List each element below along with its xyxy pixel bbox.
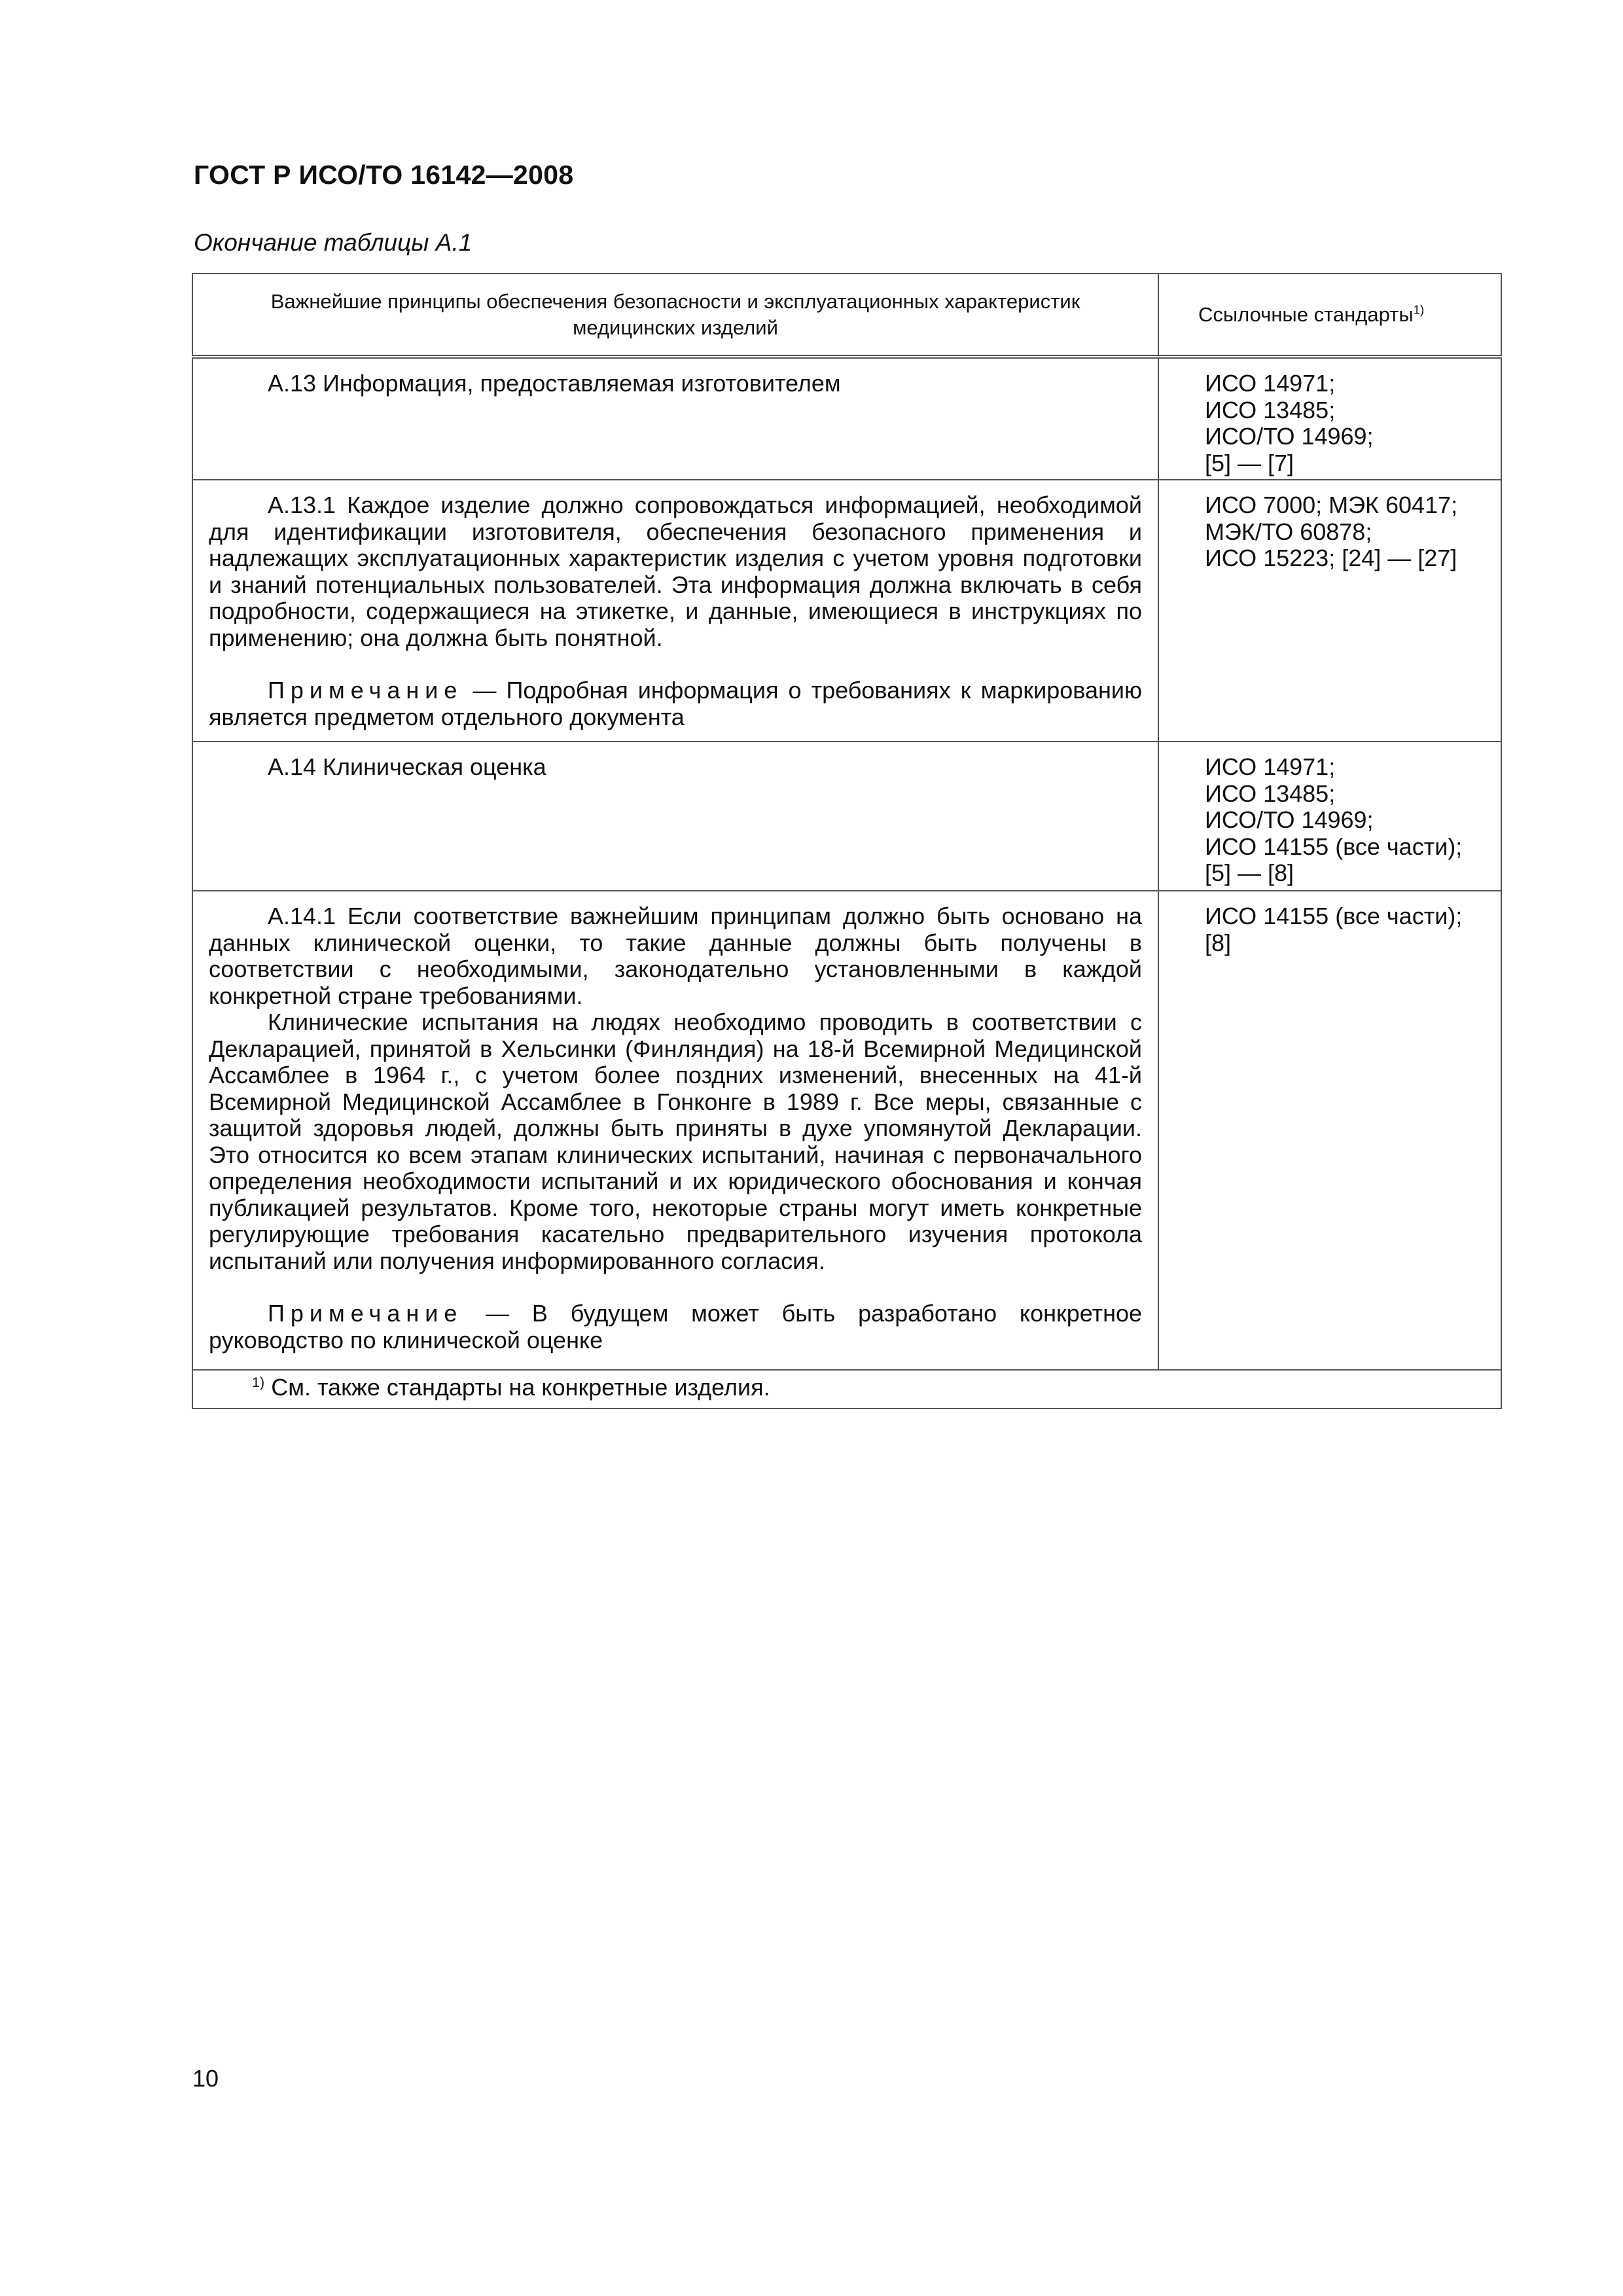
document-code: ГОСТ Р ИСО/ТО 16142—2008 xyxy=(194,160,574,190)
table-row xyxy=(192,891,1501,1370)
reference-line: ИСО 14155 (все части); xyxy=(1205,903,1463,929)
principle-cell xyxy=(192,480,1158,742)
note xyxy=(209,1300,1142,1354)
reference-line: ИСО 15223; [24] — [27] xyxy=(1205,545,1457,571)
reference-line: [5] — [8] xyxy=(1205,859,1294,886)
footnote-marker: 1) xyxy=(252,1374,265,1390)
reference-line: [5] — [7] xyxy=(1205,449,1294,476)
principle-cell xyxy=(192,742,1158,891)
reference-line: ИСО 13485; xyxy=(1205,780,1336,807)
principle-cell xyxy=(192,357,1158,480)
table-caption: Окончание таблицы А.1 xyxy=(194,229,473,256)
references-cell xyxy=(1158,480,1501,742)
reference-standards-column-header xyxy=(1158,274,1501,357)
references-cell xyxy=(1158,357,1501,480)
paragraph: А.14.1 Если соответствие важнейшим принципам должно быть основано на данных клинической оценки, то такие данные должны быть получены в соответствии с необходимыми, законодательно установленными в каждой конкретной стране требованиями. xyxy=(209,903,1142,1009)
reference-line: ИСО/ТО 14969; xyxy=(1205,806,1374,833)
references-cell xyxy=(1158,742,1501,891)
note-label: Примечание xyxy=(268,677,463,704)
paragraph: Клинические испытания на людях необходимо проводить в соответствии с Декларацией, принятой в Хельсинки (Финляндия) на 18-й Всемирной Медицинской Ассамблее в 1964 г., с учетом более поздних изменений, внесенных на 41-й Всемирной Медицинской Ассамблее в Гонконге в 1989 г. Все меры, связанные с защитой здоровья людей, должны быть приняты в духе упомянутой Декларации. Это относится ко всем этапам клинических испытаний, начиная с первоначального определения необходимости испытаний и их юридического обоснования и кончая публикацией результатов. Кроме того, некоторые страны могут иметь конкретные регулирующие требования касательно предварительного изучения протокола испытаний или получения информированного согласия. xyxy=(209,1009,1142,1274)
reference-line: ИСО 13485; xyxy=(1205,396,1336,423)
table-row xyxy=(192,742,1501,891)
standards-table xyxy=(192,273,1502,1409)
table-header-row xyxy=(192,274,1501,357)
reference-line: [8] xyxy=(1205,929,1232,956)
reference-line: ИСО 14155 (все части); xyxy=(1205,833,1463,860)
reference-line: ИСО/ТО 14969; xyxy=(1205,423,1374,450)
principle-cell xyxy=(192,891,1158,1370)
section-heading: А.13 Информация, предоставляемая изготовителем xyxy=(268,370,841,397)
footnote-cell xyxy=(192,1370,1501,1408)
page-number: 10 xyxy=(192,2065,219,2092)
reference-line: ИСО 14971; xyxy=(1205,753,1336,780)
note-text: — В будущем может быть разработано конкретное руководство по клинической оценке xyxy=(209,1300,1142,1354)
reference-line: ИСО 7000; МЭК 60417; xyxy=(1205,492,1458,518)
reference-line: ИСО 14971; xyxy=(1205,370,1336,397)
principles-column-header: Важнейшие принципы обеспечения безопасности и эксплуатационных характеристик медицинских изделий xyxy=(192,274,1158,357)
note xyxy=(209,677,1142,730)
section-heading: А.14 Клиническая оценка xyxy=(268,753,546,780)
note-label: Примечание xyxy=(268,1300,463,1327)
reference-line: МЭК/ТО 60878; xyxy=(1205,518,1372,545)
footnote-marker: 1) xyxy=(1413,302,1425,317)
references-cell xyxy=(1158,891,1501,1370)
paragraph: А.13.1 Каждое изделие должно сопровождаться информацией, необходимой для идентификации изготовителя, обеспечения безопасного применения и надлежащих эксплуатационных характеристик изделия с учетом уровня подготовки и знаний потенциальных пользователей. Эта информация должна включать в себя подробности, содержащиеся на этикетке, и данные, имеющиеся в инструкциях по применению; она должна быть понятной. xyxy=(209,492,1142,651)
footnote-text: См. также стандарты на конкретные изделия. xyxy=(264,1374,770,1401)
table-row xyxy=(192,480,1501,742)
note-text: — Подробная информация о требованиях к маркированию является предметом отдельного документа xyxy=(209,677,1142,730)
table-row xyxy=(192,357,1501,480)
reference-standards-header-text: Ссылочные стандарты xyxy=(1198,302,1414,326)
footnote-row xyxy=(192,1370,1501,1408)
